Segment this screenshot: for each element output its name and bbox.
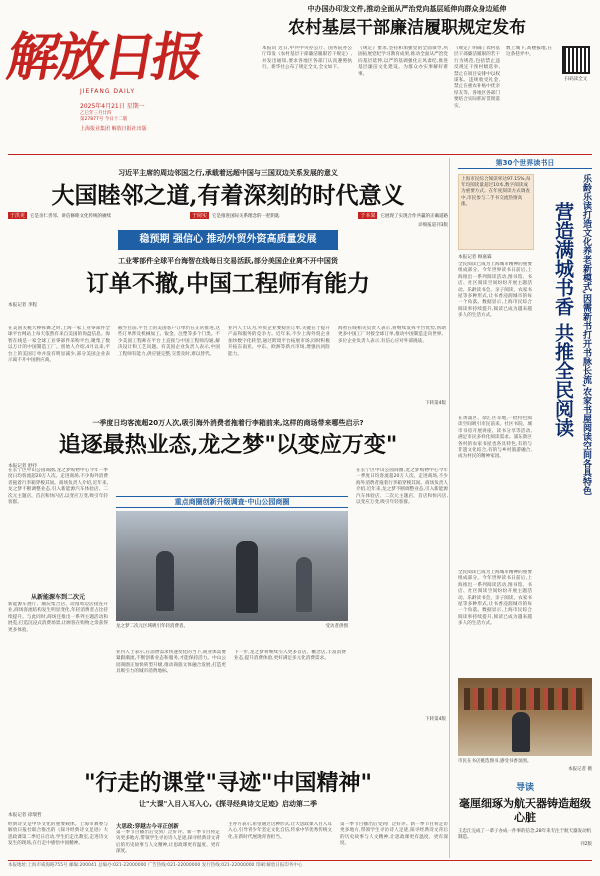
guide-label: 导读 [515, 783, 534, 793]
guide-teaser: 王忠江完成了一辈子办成一件事的信念,28年来专注于航天器发动机制造。 [458, 829, 592, 840]
guide-headline: 毫厘细琢为航天器铸造超级心脏 [459, 797, 591, 824]
masthead [2, 6, 208, 156]
trade-kicker: 工业零部件全球平台海智在线每日交易活跃,部分美国企业离不开中国货 [118, 257, 338, 265]
trade-col-3: 业内人士认为,外贸企业要稳住订单,关键在于提升产品和服务的竞争力。近年来,不少上海外贸企业加快数字化转型,通过跨境平台拓展市场,同时积极开拓东南亚、中东、欧洲等新兴市场,增强抗风险能力。 [228, 326, 330, 357]
consumer-photo-block [116, 496, 348, 646]
diplomacy-headline: 大国睦邻之道,有着深刻的时代意义 [51, 182, 405, 209]
consumer-col-3: 业内人士表示,在消费需求快速变化的当下,商业体需要紧跟潮流,不断创新业态和服务,才能保持活力。中山公园商圈正加快转型升级,推动商旅文体融合发展,打造更具吸引力的城市消费地标。 [116, 650, 226, 675]
consumer-section [8, 410, 448, 750]
reading-photo-person [512, 712, 530, 752]
top-story-col-4: 数上城下,高楼拔地,在这条巷弄中。 [506, 46, 552, 58]
trade-col-4: 海智在线相关负责人表示,将继续发挥平台优势,帮助更多中国工厂对接全球订单,推动中国制造走向世界。多位企业负责人表示,有信心应对外部挑战。 [338, 326, 446, 344]
diplomacy-tag-2: 于阅实 它是推进国际关系理念的一把钥匙 [191, 213, 280, 219]
diplomacy-more[interactable]: 详细报道刊3版 [418, 223, 448, 228]
footer-line [8, 860, 592, 861]
consumer-photo-figure-2 [236, 541, 258, 613]
reading-vertical-title: 营造满城书香 共推全民阅读 [552, 202, 574, 437]
trade-byline: 本报记者 李程 [8, 303, 38, 308]
classroom-col-3: 主办方表示,希望通过这种形式,让大思政课入目入耳入心,引导青少年坚定文化自信,传承中华优秀传统文化,在新时代展现青春担当。 [228, 822, 332, 840]
masthead-issue: 第27877号 今日十二版 [80, 117, 128, 122]
classroom-byline: 本报记者 徐瑞哲 [8, 813, 42, 818]
diplomacy-section [8, 158, 448, 228]
qr-code-icon [562, 46, 590, 74]
trade-section [8, 230, 448, 410]
diplomacy-kicker: 习近平主席的周边邻国之行,承载着远超中国与三国双边关系发展的意义 [118, 169, 338, 177]
guide-box[interactable] [452, 780, 598, 856]
masthead-title: 解放日报 [2, 27, 206, 88]
reading-photo [458, 678, 592, 756]
consumer-photo-banner: 重点商圈创新升级调查·中山公园商圈 [116, 496, 348, 508]
reading-photo-shelf [464, 688, 584, 710]
diplomacy-tags [8, 212, 448, 219]
reading-section [452, 158, 598, 778]
reading-body-1: 全民阅读已成为上海城市精神的重要组成部分。今年世界读书日前后,上海推出一系列阅读活动,图书馆、书店、社区阅读空间纷纷开展主题活动。乐龄读书会、亲子阅读、农家书屋等多种形式,让书香浸润城市的每一个角落。数据显示,上海市民综合阅读率持续提升,阅读已成为越来越多人的生活方式。 [458, 262, 532, 319]
reading-vertical-sub: 乐龄乐读打造文化养老新模式,因需新书打开书脉长流,农家书屋阅读空间各具特色 [581, 174, 591, 496]
consumer-photo [116, 511, 348, 621]
reading-highlight-box [458, 174, 534, 250]
top-story-headline: 农村基层干部廉洁履职规定发布 [288, 18, 526, 38]
trade-banner: 稳预期 强信心 推动外贸外资高质量发展 [118, 230, 338, 250]
consumer-photo-figure-3 [296, 557, 312, 612]
classroom-col-1: 经典诗文是中华文化的重要载体。上海市教委与解放日报社联合推出的《探寻经典诗文足迹》大思政课第二季近日启动,学生们走出教室,走进诗文发生的现场,在行走中感悟中国精神。 [8, 822, 108, 847]
consumer-col-5: 在长宁区中山公园商圈,龙之梦购物中心今年一季度日均客流超20万人次。走进商场,不少海外消费者拖着行李箱穿梭其间。商场负责人介绍,近年来,龙之梦不断调整业态,引入新能源汽车体验店、二次元主题店、首店和快闪店,以变应万变,吸引年轻客群。 [356, 468, 448, 506]
consumer-col-4: 下一步,龙之梦将继续引入更多首店、概念店,丰富消费业态,提升消费体验,更好满足多元化消费需求。 [234, 650, 346, 662]
classroom-col-2: 第一季节目播出后受到广泛好评。新一季节目将走访更多地方,带领学生寻访诗人足迹,探寻经典诗文背后的历史故事与人文精神,让思政课更有温度、更有深度。 [116, 830, 220, 855]
diplomacy-tag-3: 于本果 它展现了实现合作共赢的正确道路 [360, 213, 448, 219]
column-divider [449, 158, 450, 858]
classroom-headline: "行走的课堂"寻迹"中国精神" [84, 770, 372, 796]
classroom-col-4: 第一季节目播出后受到广泛好评。新一季节目将走访更多地方,带领学生寻访诗人足迹,探寻经典诗文背后的历史故事与人文精神,让思政课更有温度、更有深度。 [340, 822, 448, 847]
top-story [262, 2, 552, 152]
qr-caption: 扫码读全文 [564, 77, 588, 82]
qr-block[interactable] [556, 44, 596, 102]
masthead-date: 2025年4月21日 星期一 [80, 103, 145, 110]
reading-body-2: 在黄浦区、徐汇区等地,一批特色阅读空间吸引市民前来。社区书院、城市书房开展讲座、读书分享等活动,满足市民多样化阅读需求。浦东新区各村的农家书屋也各具特色,有的与非遗文化结合,有的与乡村旅游融合,成为村民的精神家园。 [458, 416, 532, 460]
consumer-byline: 本报记者 舒抒 [8, 464, 38, 469]
classroom-subhead: 大思政:穿越古今寻正创新 [116, 824, 179, 830]
reading-highlight: 上海市民综合阅读率达97.15%,每年均阅读量超过10本,数字阅读成为重要方式。在年度阅读方式调查中,市民参与二手书交流热情高涨。 [461, 177, 531, 207]
footer: 本报地址:上海市威海路755号 邮编:200041 总编办:021-22000000 广告热线:021-22000000 发行热线:021-22000000 印刷:解放日报印务中心 [8, 863, 303, 868]
consumer-col-2: 新能源车展厅、潮玩集合店、动漫周边店接连开业,商场客流结构发生明显变化,年轻消费者占比持续提升。与此同时,商场还推出一系列主题活动和展览,打造沉浸式消费场景,让顾客在购物之余获得更多体验。 [8, 602, 108, 633]
trade-col-1: 在美国关税大棒挥舞之时,上海一家工业零部件全球平台网站上每天依然有来自美国的询盘信息。海智在线是一家全球工业零部件采购平台,聚集了数以万计的中国制造工厂。创始人介绍,4月以来,平台上的美国订单并没有明显减少,部分美国企业表示离不开中国供应商。 [8, 326, 110, 364]
consumer-photo-figure-1 [156, 551, 174, 611]
top-story-col-1: 本报讯 近日,中共中央办公厅、国务院办公厅印发《农村基层干部廉洁履职若干规定》,并发出通知,要求各地区各部门认真遵照执行。新华社公布了规定全文,全文如下。 [262, 46, 352, 71]
top-story-col-3: 《规定》明确了农村基层干部廉洁履职的若干行为规范,包括禁止违反规定干预村级选举,禁止在项目安排中以权谋私、违规收受礼金,禁止在惠农补贴中优亲厚友等。各地区各部门要结合实际抓好贯彻落实。 [454, 46, 500, 109]
consumer-more[interactable]: 下转第4版 [425, 717, 446, 722]
top-divider [8, 154, 592, 155]
trade-more[interactable]: 下转第4版 [425, 401, 446, 406]
reading-badge: 第30个世界读书日 [458, 158, 592, 169]
consumer-col-1: 在长宁区中山公园商圈,龙之梦购物中心今年一季度日均客流超20万人次。走进商场,不少海外消费者拖着行李箱穿梭其间。商场负责人介绍,近年来,龙之梦不断调整业态,引入新能源汽车体验店、二次元主题店、首店和快闪店,以变应万变,吸引年轻客群。 [8, 468, 108, 506]
trade-headline: 订单不撤,中国工程师有能力 [85, 270, 370, 297]
trade-col-2: 截至目前,平台上的美国客户订单仍在正常推进,这些订单涉及机械加工、钣金、注塑等多个门类。不少美国工程师在平台上直接与中国工程师沟通,解决设计和工艺问题。有美国企业负责人表示,中国工程师有能力,供应链完整,交货及时,难以替代。 [118, 326, 220, 357]
classroom-kicker: 让"大课"入目入耳入心,《探寻经典诗文足迹》启动第二季 [139, 800, 317, 808]
masthead-english: JIEFANG DAILY [80, 88, 135, 95]
top-story-kicker: 中办国办印发文件,推动全面从严治党向基层延伸向群众身边延伸 [307, 5, 507, 13]
consumer-kicker: 一季度日均客流超20万人次,吸引海外消费者拖着行李箱前来,这样的商场带来哪些启示? [92, 419, 364, 427]
reading-photo-credit: 本报记者 摄 [568, 767, 592, 772]
classroom-section [8, 770, 448, 860]
top-story-col-2: 《规定》要求,坚持和加强党的全面领导,巩固拓展党纪学习教育成果,推动全面从严治党向基层延伸,以严的基调强化正风肃纪,推进基层廉洁文化建设。为群众办实事解好难事。 [358, 46, 448, 77]
consumer-headline: 追逐最热业态,龙之梦"以变应万变" [58, 432, 398, 458]
consumer-photo-credit: 受访者供图 [325, 624, 348, 629]
consumer-photo-caption: 龙之梦二次元区域吸引年轻消费者。 [116, 624, 188, 629]
reading-body-3: 全民阅读已成为上海城市精神的重要组成部分。今年世界读书日前后,上海推出一系列阅读活动,图书馆、书店、社区阅读空间纷纷开展主题活动。乐龄读书会、亲子阅读、农家书屋等多种形式,让书香浸润城市的每一个角落。数据显示,上海市民综合阅读率持续提升,阅读已成为越来越多人的生活方式。 [458, 570, 532, 627]
masthead-lunar: 乙巳年三月廿四 [80, 111, 112, 116]
diplomacy-tag-1: 于洪更 它是亲仁善邻、讲信修睦文化传统的赓续 [10, 213, 112, 219]
consumer-subhead: 从新能源车到二次元 [30, 594, 85, 601]
masthead-org: 上海报业集团 解放日报社出版 [80, 126, 147, 132]
reading-byline: 本报记者 顾嘉霖 [458, 255, 492, 260]
reading-photo-caption: 市民在书店挑选图书,感受书香氛围。 [458, 759, 532, 764]
guide-page: 刊2版 [580, 842, 592, 847]
